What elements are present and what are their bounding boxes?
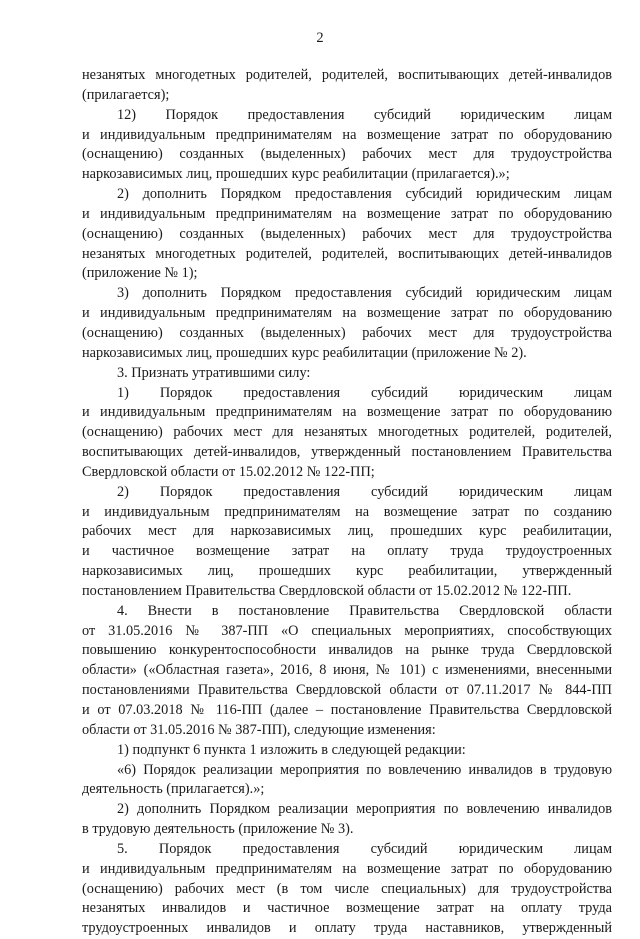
- text-line: 2) дополнить Порядком предоставления субсидий юридическим лицам: [117, 186, 612, 203]
- text-line: наркозависимых лиц, прошедших курс реабилитации (прилагается).»;: [82, 166, 510, 183]
- text-line: и индивидуальным предпринимателям на возмещение затрат по оборудованию: [82, 404, 612, 421]
- text-line: незанятых многодетных родителей, родителей, воспитывающих детей-инвалидов: [82, 245, 612, 262]
- text-line: области от 31.05.2016 № 387-ПП), следующие изменения:: [82, 721, 436, 738]
- text-line: 3) дополнить Порядком предоставления субсидий юридическим лицам: [117, 285, 612, 302]
- text-line: наркозависимых лиц, прошедших курс реабилитации, утвержденный: [82, 563, 612, 580]
- text-line: (оснащению) созданных (выделенных) рабочих мест для трудоустройства: [82, 146, 612, 163]
- text-line: (оснащению) созданных (выделенных) рабочих мест для трудоустройства: [82, 225, 612, 242]
- page-number: 2: [316, 30, 324, 46]
- text-line: постановлениями Правительства Свердловской области от 07.11.2017 № 844-ПП: [82, 682, 612, 699]
- text-line: (прилагается);: [82, 86, 170, 103]
- text-line: Свердловской области от 15.02.2012 № 122-ПП;: [82, 463, 375, 480]
- text-line: (оснащению) рабочих мест для незанятых многодетных родителей, родителей,: [82, 424, 612, 441]
- text-line: (оснащению) созданных (выделенных) рабочих мест для трудоустройства: [82, 324, 612, 341]
- text-line: повышению конкурентоспособности инвалидов на рынке труда Свердловской: [82, 642, 612, 659]
- text-line: 2) дополнить Порядком реализации мероприятия по вовлечению инвалидов: [117, 801, 612, 818]
- text-line: наркозависимых лиц, прошедших курс реабилитации (приложение № 2).: [82, 344, 527, 361]
- text-line: 3. Признать утратившими силу:: [117, 364, 311, 381]
- text-line: 12) Порядок предоставления субсидий юридическим лицам: [117, 106, 612, 123]
- text-line: от 31.05.2016 № 387-ПП «О специальных мероприятиях, способствующих: [82, 622, 612, 639]
- text-line: 5. Порядок предоставления субсидий юридическим лицам: [117, 840, 612, 857]
- text-line: деятельность (прилагается).»;: [82, 781, 265, 798]
- text-line: постановлением Правительства Свердловской области от 15.02.2012 № 122-ПП.: [82, 582, 572, 599]
- text-line: трудоустроенных инвалидов и оплату труда наставников, утвержденный: [82, 920, 612, 937]
- text-line: незанятых инвалидов и частичное возмещение затрат на оплату труда: [82, 900, 612, 917]
- text-line: и от 07.03.2018 № 116-ПП (далее – постановление Правительства Свердловской: [82, 702, 612, 718]
- text-line: рабочих мест для наркозависимых лиц, прошедших курс реабилитации,: [82, 523, 612, 540]
- text-line: незанятых многодетных родителей, родителей, воспитывающих детей-инвалидов: [82, 67, 612, 83]
- text-line: 1) подпункт 6 пункта 1 изложить в следующей редакции:: [117, 741, 466, 758]
- text-line: 2) Порядок предоставления субсидий юридическим лицам: [117, 483, 612, 500]
- text-line: области» («Областная газета», 2016, 8 июня, № 101) с изменениями, внесенными: [82, 662, 612, 679]
- text-line: и индивидуальным предпринимателям на возмещение затрат по оборудованию: [82, 205, 612, 222]
- text-line: и индивидуальным предпринимателям на возмещение затрат по оборудованию: [82, 305, 612, 322]
- document-body: [82, 66, 612, 939]
- text-line: (оснащению) рабочих мест (в том числе специальных) для трудоустройства: [82, 880, 612, 897]
- text-line: воспитывающих детей-инвалидов, утвержденный постановлением Правительства: [82, 444, 612, 461]
- text-line: в трудовую деятельность (приложение № 3).: [82, 821, 354, 838]
- text-line: и индивидуальным предпринимателям на возмещение затрат по оборудованию: [82, 126, 612, 143]
- text-line: и индивидуальным предпринимателям на возмещение затрат по созданию: [82, 503, 612, 520]
- text-line: и частичное возмещение затрат на оплату труда трудоустроенных: [82, 543, 612, 560]
- text-line: «6) Порядок реализации мероприятия по вовлечению инвалидов в трудовую: [117, 761, 612, 778]
- text-line: 1) Порядок предоставления субсидий юридическим лицам: [117, 384, 612, 401]
- text-line: 4. Внести в постановление Правительства Свердловской области: [117, 602, 612, 619]
- text-line: (приложение № 1);: [82, 265, 198, 282]
- text-line: и индивидуальным предпринимателям на возмещение затрат по оборудованию: [82, 860, 612, 877]
